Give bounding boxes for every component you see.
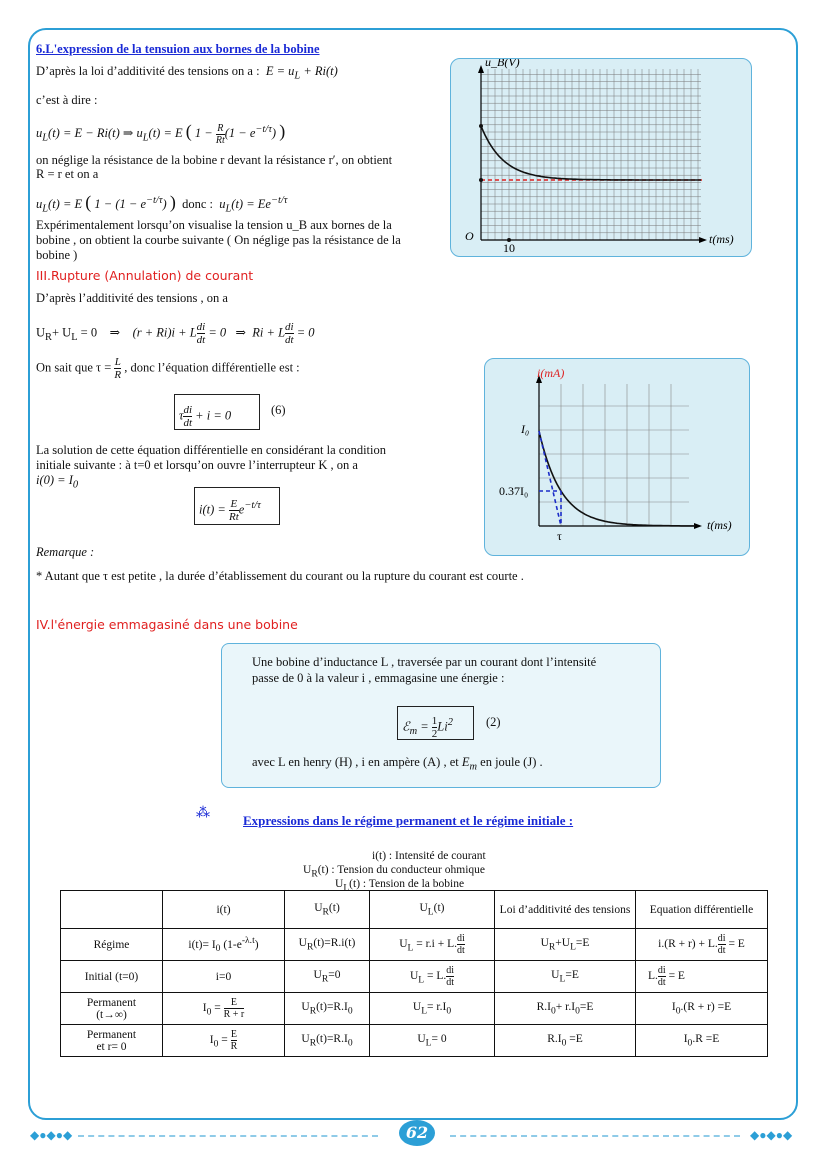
table-cell: Régime [61, 929, 163, 961]
graph1-svg [451, 59, 751, 256]
table-cell: $U_R(t)=R.I_0$ [285, 1025, 370, 1057]
table-cell: Permanent et r= 0 [61, 1025, 163, 1057]
section6-line2: c’est à dire : [36, 93, 98, 107]
section3-line5: initiale suivante : à t=0 et lorsqu’on ouvre l’interrupteur K , on a [36, 458, 358, 472]
section6-line4: on néglige la résistance de la bobine r devant la résistance r′, on obtient [36, 153, 393, 167]
table-cell: $R.I_0+ r.I_0=E$ [495, 993, 636, 1025]
footer-line-left [78, 1135, 378, 1137]
graph1-tick: 10 [503, 241, 515, 255]
table-row [61, 961, 768, 993]
table-header-row [61, 891, 768, 929]
section6-line9: bobine ) [36, 248, 78, 262]
graph2-xlabel: t(ms) [707, 518, 732, 532]
table-cell: $i(t)= I_0$ $(1-e^{-\lambda.t})$ [163, 929, 285, 961]
table-cell: $R.I_0 =E$ [495, 1025, 636, 1057]
table-cell: $U_L = r.i + L$. $\frac{di}{dt}$ [370, 929, 495, 961]
graph1-origin: O [465, 229, 474, 243]
footer-line-right [450, 1135, 740, 1137]
table-cell: $I_0.(R + r) =E$ [636, 993, 768, 1025]
table-cell: $I_0.R =E$ [636, 1025, 768, 1057]
section3-line1: D’après l’additivité des tensions , on a [36, 291, 228, 305]
table-cell: Initial (t=0) [61, 961, 163, 993]
summary-table [60, 890, 768, 1057]
graph2-ylabel: i(mA) [537, 366, 565, 380]
table-cell: $U_R+U_L=E$ [495, 929, 636, 961]
energy-p1: Une bobine d’inductance L , traversée par un courant dont l’intensité [252, 655, 597, 669]
section3-line2: $U_R+ U_L = 0$ ⇒ (r + Ri)i + L $\frac{di}{dt}$ = 0 ⇒ Ri + L $\frac{di}{dt}$ = 0 [36, 321, 315, 346]
solution-box: i(t) = $\frac{E}{Rt}$ $e^{-t/\tau}$ [194, 487, 280, 525]
table-row [61, 993, 768, 1025]
expr-title: Expressions dans le régime permanent et le régime initiale : [243, 813, 574, 828]
table-row [61, 1025, 768, 1057]
energy-p3: avec L en henry (H) , i en ampère (A) , et $E_m$ en joule (J) . [252, 755, 543, 773]
eq6-box: τ $\frac{di}{dt}$ + i = 0 [174, 394, 260, 430]
table-cell: i.(R + r) + L. $\frac{di}{dt}$ = E [636, 929, 768, 961]
graph2-i037-label: 0.37I₀ [499, 484, 529, 498]
energy-panel [221, 643, 661, 788]
legend-ul: $U_L(t)$ : Tension de la bobine [335, 878, 465, 894]
table-cell: $U_R=0$ [285, 961, 370, 993]
table-cell: $U_R(t)=R.i(t)$ [285, 929, 370, 961]
section3-line4: La solution de cette équation différentielle en considérant la condition [36, 443, 386, 457]
table-cell: $U_L= r.I_0$ [370, 993, 495, 1025]
energy-p2: passe de 0 à la valeur i , emmagasine une énergie : [252, 671, 505, 685]
graph1-xlabel: t(ms) [709, 232, 734, 246]
table-header: Equation différentielle [636, 891, 768, 929]
section4-title: IV.l'énergie emmagasiné dans une bobine [36, 617, 298, 632]
section3-title: III.Rupture (Annulation) de courant [36, 268, 254, 283]
table-cell: $U_L = L$. $\frac{di}{dt}$ [370, 961, 495, 993]
section6-title: 6.L'expression de la tensuion aux bornes de la bobine [36, 42, 320, 56]
section6-eq2: $u_L(t) = E$ ( $1 - (1 - e^{-t/\tau})$ ) donc : $u_L(t) = Ee^{-t/\tau}$ [36, 192, 288, 215]
eq6-number: (6) [271, 403, 286, 417]
table-cell: Permanent (t→∞) [61, 993, 163, 1025]
graph2-panel [484, 358, 750, 556]
section6-line7: Expérimentalement lorsqu’on visualise la tension u_B aux bornes de la [36, 218, 392, 232]
table-cell: $U_L= 0$ [370, 1025, 495, 1057]
graph1-panel [450, 58, 752, 257]
table-cell: $I_0$ = $\frac{E}{R}$ [163, 1025, 285, 1057]
graph2-i0-label: I₀ [521, 422, 530, 436]
section6-line1: D’après la loi d’additivité des tensions on a : $E = u_L + Ri(t)$ [36, 64, 338, 82]
table-cell: $I_0$ = $\frac{E}{R + r}$ [163, 993, 285, 1025]
section6-line5: R = r et on a [36, 167, 99, 181]
remark-title: Remarque : [36, 545, 95, 559]
graph1-ylabel: u_B(V) [485, 59, 520, 69]
table-cell: L. $\frac{di}{dt}$ = E [636, 961, 768, 993]
energy-eq-box: ℰ$_m$ = $\frac{1}{2}$ Li$^2$ [397, 706, 474, 740]
energy-eq-number: (2) [486, 715, 501, 729]
section3-line3: On sait que τ = $\frac{L}{R}$ , donc l’équation différentielle est : [36, 356, 300, 381]
section6-eq1: $u_L(t) = E - Ri(t)$ ⇒ $u_L(t) = E$ ( 1 − $\frac{R}{Rt}$ $(1 - e^{-t/\tau})$ ) [36, 121, 286, 146]
table-header: Loi d’additivité des tensions [495, 891, 636, 929]
asterisk-ornament: ⁂ [196, 806, 210, 821]
table-cell: $U_R(t)=R.I_0$ [285, 993, 370, 1025]
legend-i: i(t) : Intensité de courant [372, 850, 486, 862]
table-header: $U_R(t)$ [285, 891, 370, 929]
table-header: $U_L(t)$ [370, 891, 495, 929]
graph2-tau-label: τ [557, 529, 562, 543]
section6-line8: bobine , on obtient la courbe suivante ( On néglige pas la résistance de la [36, 233, 401, 247]
table-cell: $U_L=E$ [495, 961, 636, 993]
table-header: i(t) [163, 891, 285, 929]
legend-ur: $U_R(t)$ : Tension du conducteur ohmique [303, 864, 485, 880]
table-row [61, 929, 768, 961]
page-number: 62 [399, 1120, 435, 1146]
footer-ornament-left: ◆●◆●◆ [30, 1128, 73, 1142]
section3-line6: $i(0) = I_0$ [36, 473, 79, 491]
graph2-svg [485, 359, 749, 555]
remark-text: * Autant que τ est petite , la durée d’établissement du courant ou la rupture du courant est courte . [36, 569, 524, 583]
table-header [61, 891, 163, 929]
table-cell: i=0 [163, 961, 285, 993]
footer-ornament-right: ◆●◆●◆ [750, 1128, 793, 1142]
